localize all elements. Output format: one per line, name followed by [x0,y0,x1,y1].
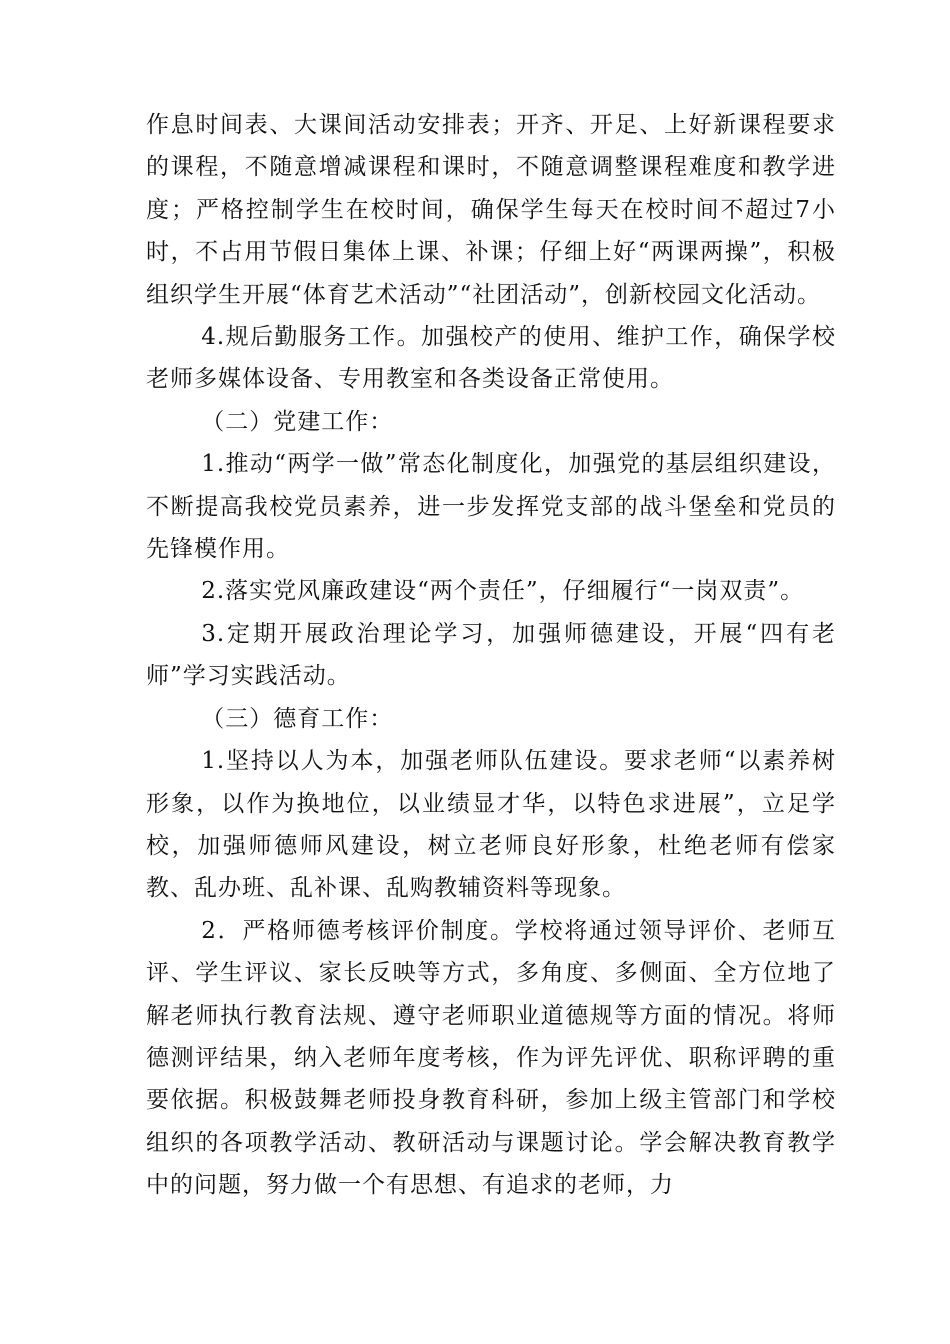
paragraph-moral-item-2: 2．严格师德考核评价制度。学校将通过领导评价、老师互评、学生评议、家长反映等方式，多角度、多侧面、全方位地了解老师执行教育法规、遵守老师职业道德规等方面的情况。将师德测评结果，纳入老师年度考核，作为评先评优、职称评聘的重要依据。积极鼓舞老师投身教育科研，参加上级主管部门和学校组织的各项教学活动、教研活动与课题讨论。学会解决教育教学中的问题，努力做一个有思想、有追求的老师，力 [146,917,836,1199]
document-body [146,104,836,1207]
paragraph-party-item-3: 3.定期开展政治理论学习，加强师德建设，开展“四有老师”学习实践活动。 [146,620,836,690]
paragraph-party-item-2: 2.落实党风廉政建设“两个责任”，仔细履行“一岗双责”。 [201,578,805,605]
paragraph-moral-item-1: 1.坚持以人为本，加强老师队伍建设。要求老师“以素养树形象，以作为换地位，以业绩显才华，以特色求进展”，立足学校，加强师德师风建设，树立老师良好形象，杜绝老师有偿家教、乱办班、乱补课、乱购教辅资料等现象。 [146,748,836,902]
paragraph-continuation: 作息时间表、大课间活动安排表；开齐、开足、上好新课程要求的课程，不随意增减课程和课时，不随意调整课程难度和教学进度；严格控制学生在校时间，确保学生每天在校时间不超过7小时，不占用节假日集体上课、补课；仔细上好“两课两操”，积极组织学生开展“体育艺术活动”“社团活动”，创新校园文化活动。 [146,112,836,308]
paragraph-logistics-service: 4.规后勤服务工作。加强校产的使用、维护工作，确保学校老师多媒体设备、专用教室和各类设备正常使用。 [146,324,836,393]
paragraph-party-item-1: 1.推动“两学一做”常态化制度化，加强党的基层组织建设，不断提高我校党员素养，进一步发挥党支部的战斗堡垒和党员的先锋模作用。 [146,451,836,563]
section-heading-moral-education: （三）德育工作： [201,705,394,732]
section-heading-party-building: （二）党建工作： [201,408,394,435]
